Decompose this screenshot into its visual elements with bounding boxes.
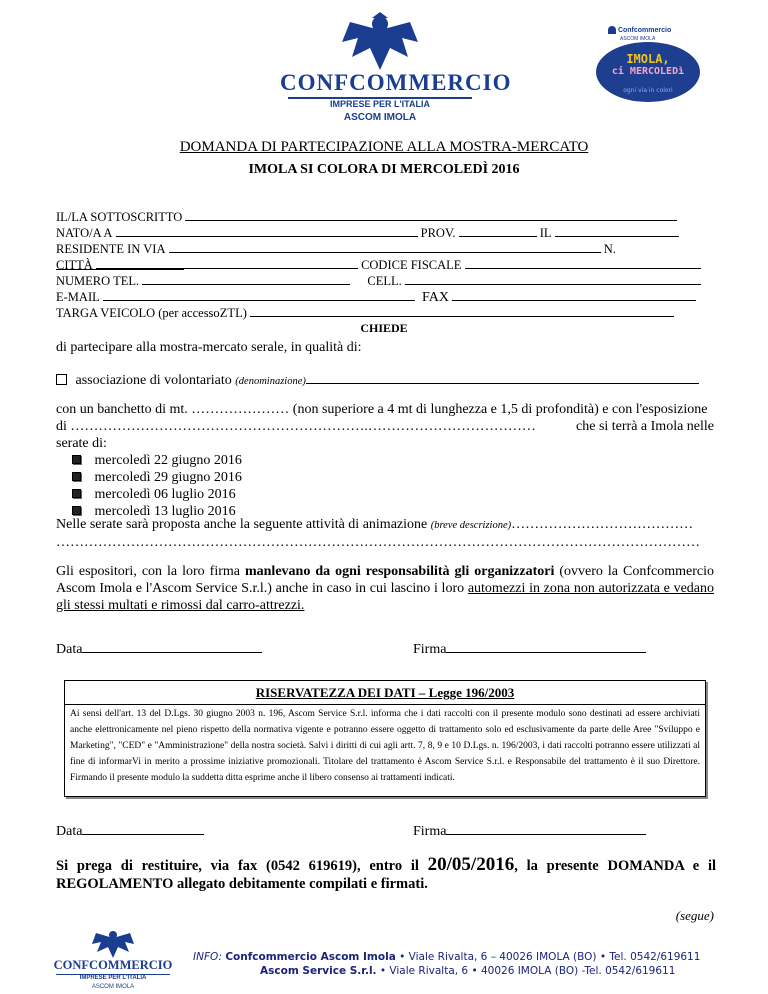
sottoscritto-input[interactable]	[185, 208, 677, 221]
cell-label: CELL.	[367, 274, 402, 288]
tel-label: NUMERO TEL.	[56, 274, 140, 288]
badge-sub: ASCOM IMOLA	[620, 36, 656, 42]
data-label: Data	[56, 824, 83, 839]
banchetto-line1: con un banchetto di mt. ………………… (non superiore a 4 mt di lunghezza e 1,5 di profondità) e con l'esposizione	[56, 402, 708, 417]
citta-input[interactable]	[96, 256, 358, 269]
firma-row-2	[413, 822, 646, 840]
event-title	[0, 162, 768, 178]
residente-label: RESIDENTE IN VIA	[56, 242, 166, 256]
date-label: mercoledì 06 luglio 2016	[94, 487, 236, 502]
field-row-tel	[56, 272, 716, 289]
fax-label: FAX	[422, 290, 449, 305]
data-input[interactable]	[82, 640, 262, 653]
badge-eagle-icon	[608, 26, 616, 34]
footer-org1: Confcommercio Ascom Imola	[225, 951, 396, 963]
associazione-checkbox[interactable]	[56, 374, 67, 385]
animazione-row	[56, 517, 716, 533]
fax-input[interactable]	[452, 288, 696, 301]
footer-addr1: • Viale Rivalta, 6 – 40026 IMOLA (BO) • Tel. 0542/619611	[395, 951, 701, 963]
badge-brand	[608, 26, 700, 34]
field-row-nato	[56, 224, 716, 241]
confcommercio-logo	[280, 12, 512, 123]
intro-text: di partecipare alla mostra-mercato serale, in qualità di:	[56, 340, 362, 355]
restituire-b: , la presente DOMANDA e il REGOLAMENTO allegato debitamente compilati e firmati.	[56, 858, 717, 892]
targa-ztl: ZTL)	[219, 306, 247, 320]
citta-label: CITTÀ	[56, 258, 93, 272]
privacy-body: Ai sensi dell'art. 13 del D.Lgs. 30 giugno 2003 n. 196, Ascom Service S.r.l. informa che i dati raccolti con il presente modulo sono destinati ad essere archiviati anche elettronicamente nel pieno rispetto della normativa vigente e potranno essere oggetto di trattamento solo ed esclusivamente da parte delle Aree "Sviluppo e Marketing", "CED" e "Amministrazione" della nostra società. Salvi i diritti di cui agli artt. 7, 8, 9 e 10 D.Lgs. n. 196/2003, i dati raccolti potranno essere utilizzati al fine di informarVi in merito a prossime iniziative promozionali. Titolare del trattamento è Ascom Service S.r.l. e Responsabile del trattamento è il suo Direttore. Firmando il presente modulo la suddetta ditta esprime anche il libero consenso ai trattamenti indicati.	[70, 709, 700, 783]
field-row-citta	[56, 256, 716, 273]
animazione-dots-2[interactable]: …………………………………………………………………………………………………………………………	[56, 535, 700, 550]
footer-info-line2	[260, 965, 675, 977]
data-row-1	[56, 640, 262, 658]
date-label: mercoledì 22 giugno 2016	[94, 453, 242, 468]
n-label: N.	[603, 242, 616, 256]
data-row-2	[56, 822, 204, 840]
logo-branch: ASCOM IMOLA	[343, 112, 417, 123]
il-label: IL	[539, 226, 552, 240]
eagle-icon	[280, 12, 480, 72]
date-item	[72, 487, 242, 504]
espositori-d: automezzi in zona non autorizzata e vedano gli stessi multati e rimossi dal carro-attrezzi.	[56, 581, 715, 613]
restituire-date: 20/05/2016	[427, 854, 515, 875]
data-label: Data	[56, 642, 83, 657]
animazione-label: Nelle serate sarà proposta anche la seguente attività di animazione	[56, 517, 428, 532]
banchetto-line3: serate di:	[56, 436, 107, 451]
footer-logo-brand: CONFCOMMERCIO	[53, 958, 173, 972]
segue-label: (segue)	[675, 908, 714, 923]
cf-label: CODICE FISCALE	[361, 258, 462, 272]
event-name: IMOLA SI COLORA DI MERCOLEDÌ	[248, 162, 489, 177]
firma-input[interactable]	[446, 822, 646, 835]
animazione-hint: (breve descrizione)	[430, 520, 512, 531]
banchetto-line2	[56, 419, 714, 435]
event-year: 2016	[491, 162, 520, 177]
privacy-title: RISERVATEZZA DEI DATI – Legge 196/2003	[255, 685, 515, 700]
cf-input[interactable]	[465, 256, 701, 269]
firma-row-1	[413, 640, 646, 658]
espositori-paragraph	[56, 563, 714, 614]
footer-logo	[50, 928, 176, 992]
page-title: DOMANDA DI PARTECIPAZIONE ALLA MOSTRA-MERCATO	[179, 139, 589, 155]
associazione-hint: (denominazione)	[235, 376, 306, 387]
date-label: mercoledì 29 giugno 2016	[94, 470, 242, 485]
residente-input[interactable]	[169, 240, 601, 253]
cell-input[interactable]	[405, 272, 701, 285]
prov-label: PROV.	[420, 226, 456, 240]
animazione-dots[interactable]: …………………………………	[511, 517, 694, 532]
targa-input[interactable]	[250, 304, 674, 317]
date-checkbox[interactable]	[72, 472, 81, 481]
footer-org2: Ascom Service S.r.l.	[260, 965, 377, 977]
footer-info-line1	[193, 951, 700, 963]
badge-oval	[596, 42, 700, 102]
date-label: mercoledì 13 luglio 2016	[94, 504, 236, 519]
date-item	[72, 453, 242, 470]
il-input[interactable]	[555, 224, 679, 237]
sottoscritto-label: IL/LA SOTTOSCRITTO	[56, 210, 183, 224]
date-checkbox[interactable]	[72, 455, 81, 464]
field-row-targa	[56, 304, 716, 321]
associazione-row	[56, 371, 716, 389]
espositori-b: manlevano da ogni responsabilità gli organizzatori	[244, 564, 555, 579]
footer-logo-branch: ASCOM IMOLA	[91, 984, 135, 990]
firma-label: Firma	[413, 642, 447, 657]
banchetto-line2-tail: che si terrà a Imola nelle	[576, 419, 714, 434]
footer-logo-sub: IMPRESE PER L'ITALIA	[79, 975, 147, 981]
esposizione-dots[interactable]: di ……………………………………………………….………………………………	[56, 419, 536, 434]
restituire-a: Si prega di restituire, via fax (0542 619619), entro il	[56, 858, 419, 874]
associazione-label: associazione di volontariato	[75, 373, 232, 388]
badge-title-1: IMOLA,	[626, 52, 670, 66]
date-checkbox[interactable]	[72, 489, 81, 498]
espositori-c: (ovvero la Confcommercio Ascom Imola e l'Ascom Service S.r.l.) anche in caso in cui lascino i loro	[56, 564, 714, 596]
email-input[interactable]	[103, 288, 415, 301]
footer-eagle-icon	[50, 928, 176, 958]
firma-input[interactable]	[446, 640, 646, 653]
badge-title-2: ci MERCOLEDì	[611, 66, 685, 77]
nato-label: NATO/A A	[56, 226, 113, 240]
footer-addr2: • Viale Rivalta, 6 • 40026 IMOLA (BO) -Tel. 0542/619611	[376, 965, 676, 977]
badge-footer: ogni via in colori	[623, 87, 673, 94]
data-input[interactable]	[82, 822, 204, 835]
imola-mercoledi-badge	[596, 26, 700, 104]
date-item	[72, 470, 242, 487]
logo-brand: CONFCOMMERCIO	[280, 70, 512, 95]
privacy-box	[64, 680, 706, 797]
firma-label: Firma	[413, 824, 447, 839]
chiede-heading: CHIEDE	[360, 321, 408, 335]
nato-input[interactable]	[116, 224, 418, 237]
targa-hint: (per accesso	[158, 306, 220, 320]
restituire-paragraph	[56, 856, 716, 893]
badge-brand-text: Confcommercio	[617, 26, 672, 34]
logo-sub: IMPRESE PER L'ITALIA	[330, 99, 430, 109]
prov-input[interactable]	[459, 224, 537, 237]
espositori-a: Gli espositori, con la loro firma	[56, 564, 240, 579]
associazione-input[interactable]	[306, 371, 699, 384]
tel-input[interactable]	[142, 272, 350, 285]
targa-label: TARGA VEICOLO	[56, 306, 156, 320]
email-label: E-MAIL	[56, 290, 100, 304]
dates-list	[72, 453, 242, 521]
field-row-sottoscritto	[56, 208, 706, 225]
footer-info-label: INFO:	[193, 951, 222, 963]
date-checkbox[interactable]	[72, 506, 81, 515]
